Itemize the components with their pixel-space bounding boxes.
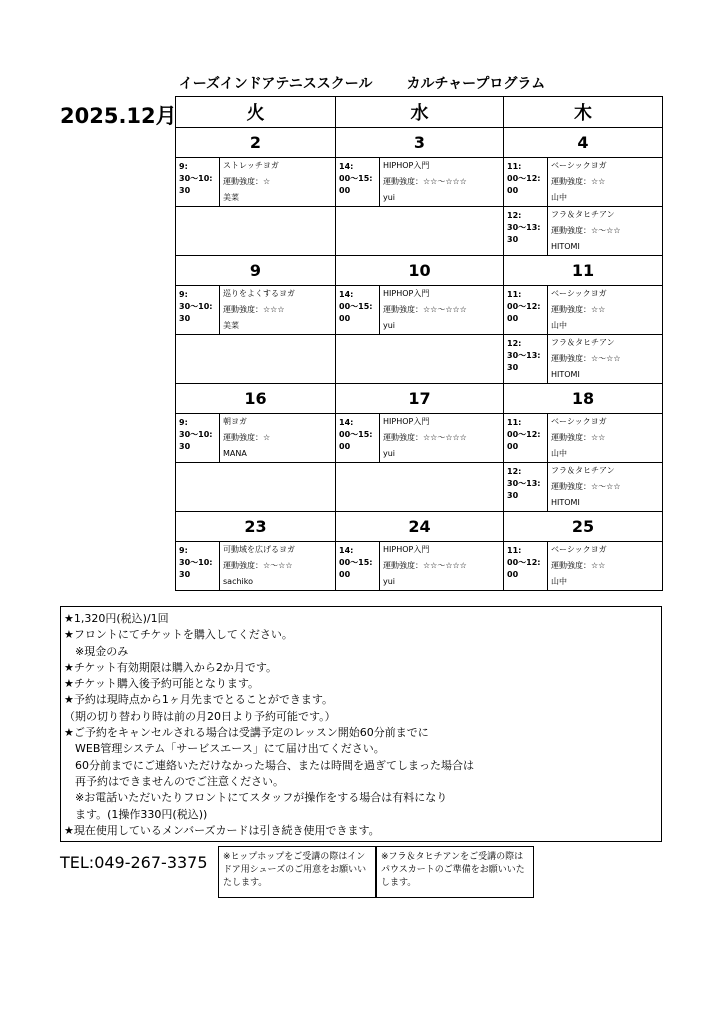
class-intensity: 運動強度：☆☆〜☆☆☆ [383,177,467,186]
class-slot [504,335,663,384]
month-label: 2025.12月 [60,104,177,128]
class-slot [504,158,663,207]
document-title [0,73,724,93]
school-name: イーズインドアテニススクール [178,76,373,92]
class-intensity: 運動強度：☆ [223,433,271,442]
class-instructor: MANA [223,449,247,458]
class-time: 11: 00〜12: 00 [504,286,548,334]
class-time: 12: 30〜13: 30 [504,335,548,383]
program-name: カルチャープログラム [406,76,546,92]
class-time: 14: 00〜15: 00 [336,414,380,462]
class-intensity: 運動強度：☆☆ [551,433,606,442]
class-slot [504,286,663,335]
class-intensity: 運動強度：☆☆ [551,177,606,186]
class-instructor: HITOMI [551,242,580,251]
class-name: ベーシックヨガ [551,545,607,554]
schedule-table [175,96,663,591]
class-intensity: 運動強度：☆☆〜☆☆☆ [383,305,467,314]
date-cell: 11 [504,256,663,286]
notes-box [60,606,662,842]
class-slot [176,414,336,463]
class-intensity: 運動強度：☆☆ [551,305,606,314]
empty-slot [336,207,504,256]
class-intensity: 運動強度：☆〜☆☆ [223,561,293,570]
note-line: 60分前までにご連絡いただけなかった場合、または時間を過ぎてしまった場合は [64,758,474,772]
class-slot [336,286,504,335]
class-slot [504,542,663,591]
class-instructor: 美菜 [223,321,239,330]
note-line: ます。(1操作330円(税込)) [64,807,208,821]
empty-slot [336,463,504,512]
date-cell: 2 [176,128,336,158]
class-instructor: yui [383,321,396,330]
class-time: 11: 00〜12: 00 [504,542,548,590]
note-line: ※現金のみ [64,644,129,658]
class-instructor: 美菜 [223,193,239,202]
class-time: 9: 30〜10: 30 [176,158,220,206]
class-instructor: yui [383,449,396,458]
class-time: 14: 00〜15: 00 [336,286,380,334]
class-instructor: sachiko [223,577,254,586]
class-slot [176,158,336,207]
class-name: フラ＆タヒチアン [551,466,615,475]
class-slot [176,542,336,591]
class-name: HIPHOP入門 [383,161,430,170]
date-cell: 18 [504,384,663,414]
class-time: 12: 30〜13: 30 [504,463,548,511]
date-cell: 4 [504,128,663,158]
note-line: ★1,320円(税込)/1回 [64,612,169,625]
class-intensity: 運動強度：☆ [223,177,271,186]
day-header-thu: 木 [504,97,663,128]
date-cell: 16 [176,384,336,414]
class-instructor: HITOMI [551,498,580,507]
note-line: ★現在使用しているメンバーズカードは引き続き使用できます。 [64,823,380,837]
class-name: 朝ヨガ [223,417,247,426]
class-instructor: 山中 [551,193,567,202]
class-instructor: HITOMI [551,370,580,379]
class-slot [504,414,663,463]
class-name: 可動域を広げるヨガ [223,545,295,554]
class-name: フラ＆タヒチアン [551,338,615,347]
class-instructor: yui [383,193,396,202]
class-time: 14: 00〜15: 00 [336,542,380,590]
note-line: ★チケット有効期限は購入から2か月です。 [64,660,277,674]
date-cell: 10 [336,256,504,286]
class-intensity: 運動強度：☆☆〜☆☆☆ [383,433,467,442]
class-name: ベーシックヨガ [551,161,607,170]
empty-slot [176,463,336,512]
class-time: 11: 00〜12: 00 [504,158,548,206]
class-intensity: 運動強度：☆☆☆ [223,305,285,314]
day-header-tue: 火 [176,97,336,128]
class-time: 14: 00〜15: 00 [336,158,380,206]
class-slot [336,542,504,591]
date-cell: 24 [336,512,504,542]
class-instructor: 山中 [551,321,567,330]
class-name: ストレッチヨガ [223,161,279,170]
class-name: HIPHOP入門 [383,417,430,426]
day-header-wed: 水 [336,97,504,128]
class-intensity: 運動強度：☆〜☆☆ [551,226,621,235]
class-time: 9: 30〜10: 30 [176,286,220,334]
class-name: HIPHOP入門 [383,289,430,298]
class-intensity: 運動強度：☆〜☆☆ [551,482,621,491]
class-instructor: yui [383,577,396,586]
empty-slot [176,207,336,256]
class-time: 11: 00〜12: 00 [504,414,548,462]
class-slot [336,158,504,207]
date-cell: 23 [176,512,336,542]
hula-memo: ※フラ＆タヒチアンをご受講の際はパウスカートのご準備をお願いいたします。 [376,846,534,898]
class-instructor: 山中 [551,449,567,458]
class-name: 巡りをよくするヨガ [223,289,295,298]
class-name: ベーシックヨガ [551,417,607,426]
date-cell: 3 [336,128,504,158]
class-slot [336,414,504,463]
phone-number: TEL:049-267-3375 [60,853,208,872]
class-intensity: 運動強度：☆☆ [551,561,606,570]
note-line: WEB管理システム「サービスエース」にて届け出てください。 [64,742,385,756]
note-line: ★フロントにてチケットを購入してください。 [64,628,293,642]
note-line: ★チケット購入後予約可能となります。 [64,677,259,691]
class-time: 12: 30〜13: 30 [504,207,548,255]
class-intensity: 運動強度：☆☆〜☆☆☆ [383,561,467,570]
note-line: （期の切り替わり時は前の月20日より予約可能です。） [64,709,336,723]
date-cell: 25 [504,512,663,542]
class-name: HIPHOP入門 [383,545,430,554]
class-slot [504,463,663,512]
date-cell: 17 [336,384,504,414]
class-slot [504,207,663,256]
note-line: ★予約は現時点から1ヶ月先までとることができます。 [64,693,333,707]
class-name: ベーシックヨガ [551,289,607,298]
class-time: 9: 30〜10: 30 [176,414,220,462]
class-slot [176,286,336,335]
class-intensity: 運動強度：☆〜☆☆ [551,354,621,363]
note-line: ★ご予約をキャンセルされる場合は受講予定のレッスン開始60分前までに [64,726,429,740]
date-cell: 9 [176,256,336,286]
class-name: フラ＆タヒチアン [551,210,615,219]
hiphop-memo: ※ヒップホップをご受講の際はインドア用シューズのご用意をお願いいたします。 [218,846,376,898]
class-instructor: 山中 [551,577,567,586]
note-line: ※お電話いただいたりフロントにてスタッフが操作をする場合は有料になり [64,791,448,805]
class-time: 9: 30〜10: 30 [176,542,220,590]
empty-slot [336,335,504,384]
note-line: 再予約はできませんのでご注意ください。 [64,774,284,788]
empty-slot [176,335,336,384]
